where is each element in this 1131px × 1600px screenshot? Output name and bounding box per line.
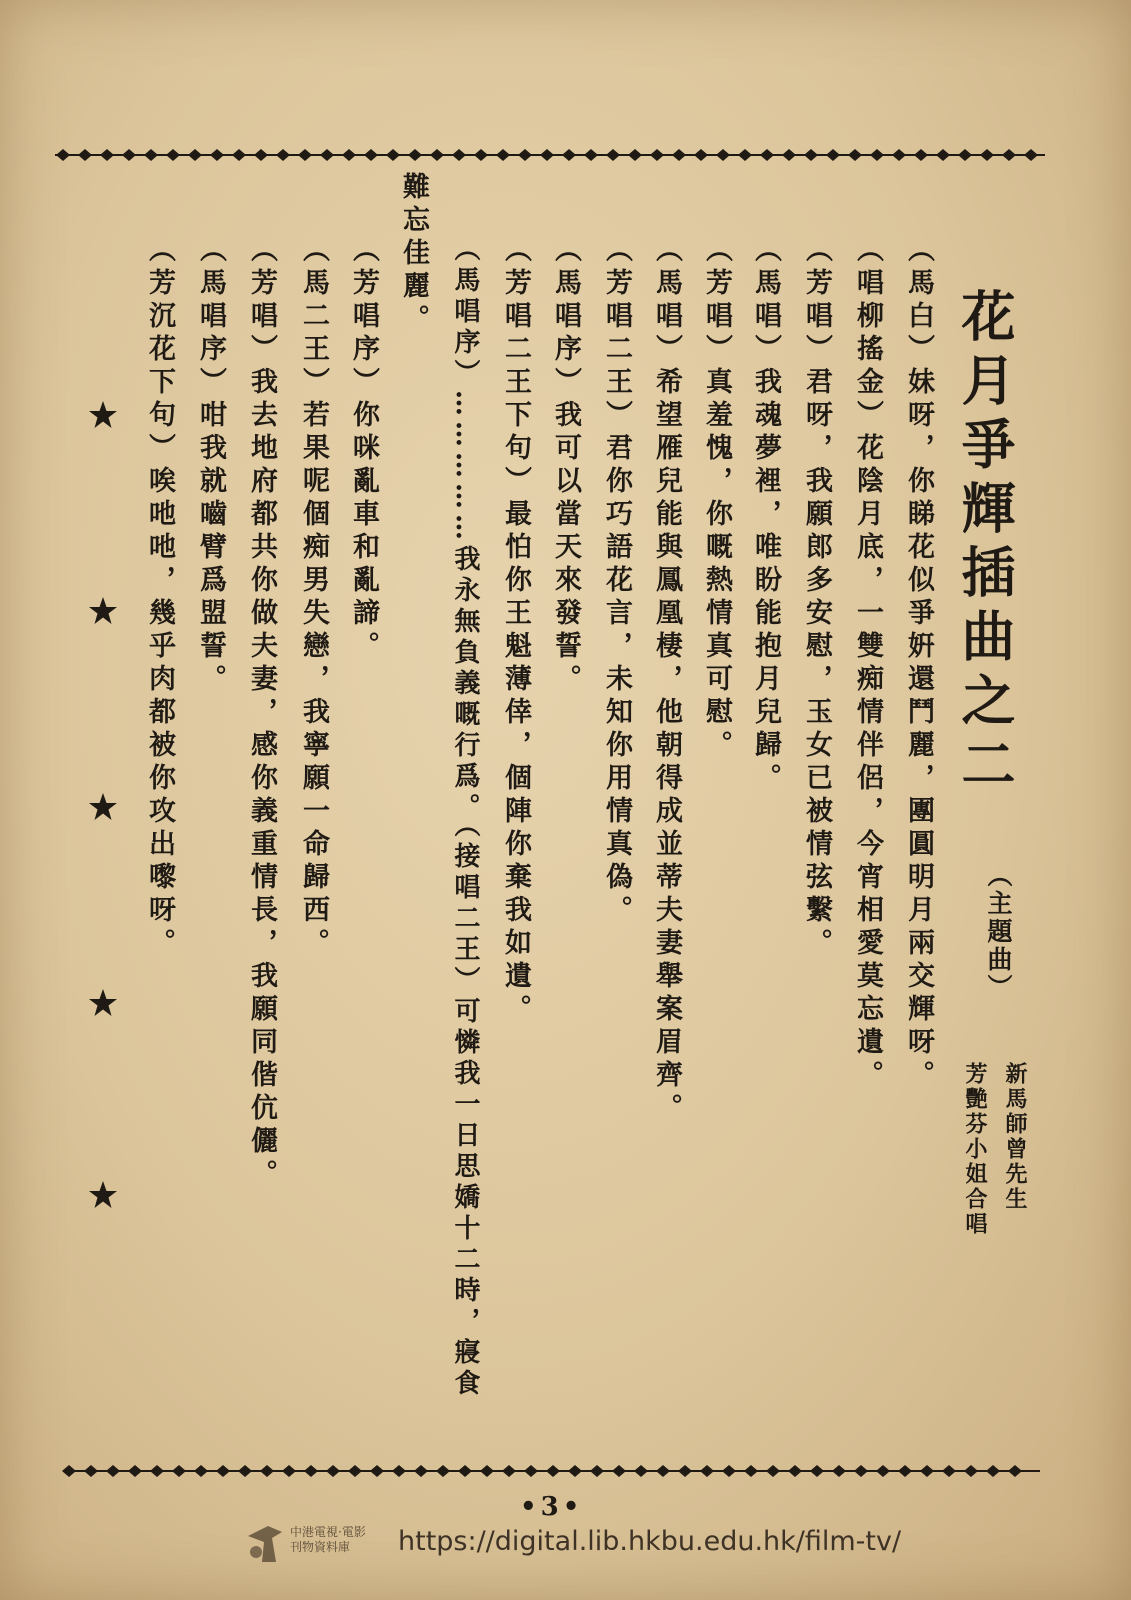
ornament-diamond <box>238 1465 252 1477</box>
ornament-diamond <box>502 1465 516 1477</box>
ornament-diamond <box>364 149 378 161</box>
ornament-diamond <box>106 1465 120 1477</box>
lyric-line: （馬唱）我魂夢裡，唯盼能抱月兒歸。 <box>750 235 781 796</box>
ornament-diamond <box>496 149 510 161</box>
lyric-line: （馬唱）希望雁兒能與鳳凰棲，他朝得成並蒂夫妻舉案眉齊。 <box>651 235 682 1126</box>
ornament-diamond <box>672 149 686 161</box>
ornament-diamond <box>1024 149 1038 161</box>
ornament-diamond <box>612 1465 626 1477</box>
ornament-diamond <box>1008 1465 1022 1477</box>
ornament-diamond <box>430 149 444 161</box>
ornament-diamond <box>414 1465 428 1477</box>
ornament-diamond <box>650 149 664 161</box>
ornament-diamond <box>628 149 642 161</box>
page-number: •3• <box>520 1492 584 1522</box>
lyric-line: （馬白）妹呀，你睇花似爭姸還鬥麗，團圓明月兩交輝呀。 <box>903 235 934 1093</box>
ornament-diamond <box>854 1465 868 1477</box>
ornament-diamond <box>370 1465 384 1477</box>
ornament-diamond <box>188 149 202 161</box>
ornament-diamond <box>298 149 312 161</box>
singer-line-2: 芳艷芬小姐合唱 <box>962 1062 988 1237</box>
ornament-diamond <box>232 149 246 161</box>
lyric-line: （唱柳搖金）花陰月底，一雙痴情伴侶，今宵相愛莫忘遺。 <box>852 235 883 1093</box>
ornament-diamond <box>150 1465 164 1477</box>
lyric-line: （馬唱序）……………我永無負義嘅行爲。（接唱二王）可憐我一日思嬌十二時，寢食 <box>450 235 480 1400</box>
ornament-diamond <box>100 149 114 161</box>
ornament-diamond <box>1002 149 1016 161</box>
bottom-ornament-rule <box>55 1461 1045 1481</box>
star-icon <box>88 792 118 822</box>
ornament-diamond <box>320 149 334 161</box>
ornament-diamond <box>568 1465 582 1477</box>
ornament-diamond <box>524 1465 538 1477</box>
ornament-diamond <box>254 149 268 161</box>
ornament-diamond <box>408 149 422 161</box>
ornament-diamond <box>386 149 400 161</box>
ornament-diamond <box>128 1465 142 1477</box>
lyric-line: （馬二王）若果呢個痴男失戀，我寧願一命歸西。 <box>298 235 329 961</box>
ornament-diamond <box>56 149 70 161</box>
lyric-line: （芳唱二王）君你巧語花言，未知你用情真偽。 <box>601 235 632 928</box>
ornament-diamond <box>634 1465 648 1477</box>
song-subtitle: （主題曲） <box>984 862 1013 1002</box>
ornament-diamond <box>78 149 92 161</box>
lyric-line: （芳唱）我去地府都共你做夫妻，感你義重情長，我願同偕伉儷。 <box>246 235 277 1192</box>
ornament-diamond <box>832 1465 846 1477</box>
ornament-diamond <box>964 1465 978 1477</box>
ornament-diamond <box>700 1465 714 1477</box>
ornament-diamond <box>122 149 136 161</box>
ornament-diamond <box>606 149 620 161</box>
singer-line-1: 新馬師曾先生 <box>1002 1062 1028 1212</box>
archive-url-link[interactable]: https://digital.lib.hkbu.edu.hk/film-tv/ <box>398 1526 902 1557</box>
ornament-diamond <box>282 1465 296 1477</box>
ornament-diamond <box>760 149 774 161</box>
ornament-diamond <box>870 149 884 161</box>
lyric-line: （芳唱序）你咪亂車和亂諦。 <box>348 235 379 664</box>
lyric-line: （馬唱序）咁我就嚙臂爲盟誓。 <box>195 235 226 697</box>
ornament-diamond <box>518 149 532 161</box>
star-icon <box>88 400 118 430</box>
ornament-diamond <box>392 1465 406 1477</box>
ornament-diamond <box>782 149 796 161</box>
archive-logo-icon <box>242 1522 288 1566</box>
ornament-diamond <box>546 1465 560 1477</box>
ornament-diamond <box>562 149 576 161</box>
ornament-diamond <box>474 149 488 161</box>
ornament-diamond <box>166 149 180 161</box>
lyric-line: （芳沉花下句）唉吔吔，幾乎肉都被你攻出嚟呀。 <box>144 235 175 961</box>
ornament-diamond <box>144 149 158 161</box>
ornament-diamond <box>738 149 752 161</box>
ornament-diamond <box>172 1465 186 1477</box>
song-title: 花月爭輝插曲之二 <box>953 288 1017 800</box>
ornament-diamond <box>744 1465 758 1477</box>
archive-name-line-1: 中港電視·電影 <box>290 1525 366 1539</box>
ornament-diamond <box>194 1465 208 1477</box>
star-icon <box>88 596 118 626</box>
ornament-diamond <box>986 1465 1000 1477</box>
archive-name-line-2: 刊物資料庫 <box>290 1540 351 1554</box>
ornament-diamond <box>810 1465 824 1477</box>
ornament-diamond <box>876 1465 890 1477</box>
star-icon <box>88 1180 118 1210</box>
ornament-diamond <box>898 1465 912 1477</box>
ornament-diamond <box>716 149 730 161</box>
ornament-diamond <box>694 149 708 161</box>
ornament-diamond <box>958 149 972 161</box>
top-ornament-rule <box>55 145 1045 165</box>
ornament-diamond <box>276 149 290 161</box>
lyric-line: （馬唱序）我可以當天來發誓。 <box>550 235 581 697</box>
ornament-diamond <box>348 1465 362 1477</box>
ornament-diamond <box>458 1465 472 1477</box>
lyric-line: 難忘佳麗。 <box>398 172 429 337</box>
ornament-diamond <box>540 149 554 161</box>
ornament-diamond <box>892 149 906 161</box>
ornament-diamond <box>62 1465 76 1477</box>
ornament-diamond <box>210 149 224 161</box>
ornament-diamond <box>216 1465 230 1477</box>
ornament-diamond <box>584 149 598 161</box>
ornament-diamond <box>826 149 840 161</box>
lyric-line: （芳唱）真羞愧，你嘅熱情真可慰。 <box>701 235 732 763</box>
ornament-diamond <box>678 1465 692 1477</box>
ornament-diamond <box>436 1465 450 1477</box>
ornament-diamond <box>452 149 466 161</box>
ornament-diamond <box>722 1465 736 1477</box>
ornament-diamond <box>656 1465 670 1477</box>
ornament-diamond <box>766 1465 780 1477</box>
star-icon <box>88 988 118 1018</box>
lyric-line: （芳唱二王下句）最怕你王魁薄倖，個陣你棄我如遺。 <box>500 235 531 1027</box>
ornament-diamond <box>936 149 950 161</box>
ornament-diamond <box>914 149 928 161</box>
ornament-diamond <box>480 1465 494 1477</box>
ornament-diamond <box>848 149 862 161</box>
lyric-line: （芳唱）君呀，我願郎多安慰，玉女已被情弦繫。 <box>801 235 832 961</box>
ornament-diamond <box>326 1465 340 1477</box>
ornament-diamond <box>590 1465 604 1477</box>
ornament-diamond <box>980 149 994 161</box>
ornament-diamond <box>84 1465 98 1477</box>
ornament-diamond <box>342 149 356 161</box>
ornament-diamond <box>804 149 818 161</box>
archive-name <box>290 1525 366 1555</box>
ornament-diamond <box>942 1465 956 1477</box>
ornament-diamond <box>788 1465 802 1477</box>
ornament-diamond <box>304 1465 318 1477</box>
ornament-diamond <box>920 1465 934 1477</box>
ornament-diamond <box>260 1465 274 1477</box>
